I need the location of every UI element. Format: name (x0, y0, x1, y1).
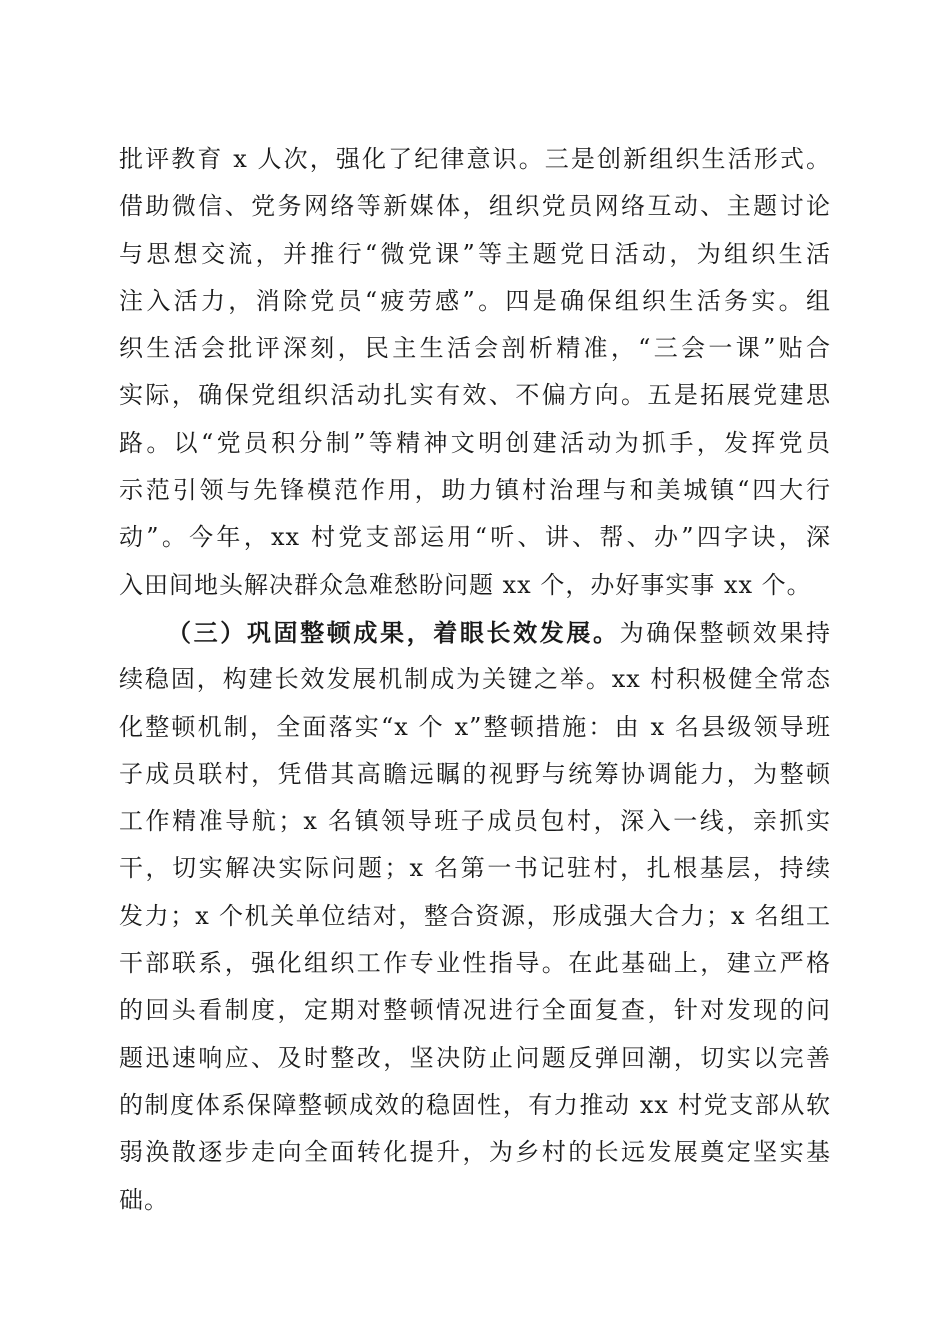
paragraph-1 (119, 136, 831, 609)
text-line: 干，切实解决实际问题；x 名第一书记驻村，扎根基层，持续 (119, 854, 831, 883)
document-body (119, 136, 831, 1224)
text-line: 子成员联村，凭借其高瞻远瞩的视野与统筹协调能力，为整顿 (119, 759, 831, 788)
section-heading: （三）巩固整顿成果，着眼长效发展。 (167, 617, 620, 647)
text-line: 入田间地头解决群众急难愁盼问题 xx 个，办好事实事 xx 个。 (119, 570, 812, 599)
text-line: 题迅速响应、及时整改，坚决防止问题反弹回潮，切实以完善 (119, 1043, 831, 1072)
text-line: 发力；x 个机关单位结对，整合资源，形成强大合力；x 名组工 (119, 901, 831, 930)
text-line: 路。以“党员积分制”等精神文明创建活动为抓手，发挥党员 (119, 428, 831, 457)
text-line: 借助微信、党务网络等新媒体，组织党员网络互动、主题讨论 (119, 192, 831, 221)
text-line: 续稳固，构建长效发展机制成为关键之举。xx 村积极健全常态 (119, 665, 831, 694)
text-run: 为确保整顿效果持 (619, 618, 831, 647)
text-line: 实际，确保党组织活动扎实有效、不偏方向。五是拓展党建思 (119, 381, 831, 410)
text-line: 干部联系，强化组织工作专业性指导。在此基础上，建立严格 (119, 949, 831, 978)
text-line: 示范引领与先锋模范作用，助力镇村治理与和美城镇“四大行 (119, 476, 831, 505)
text-line: 与思想交流，并推行“微党课”等主题党日活动，为组织生活 (119, 239, 831, 268)
paragraph-2 (119, 609, 831, 1224)
text-line: 工作精准导航；x 名镇领导班子成员包村，深入一线，亲抓实 (119, 807, 831, 836)
text-line: 的回头看制度，定期对整顿情况进行全面复查，针对发现的问 (119, 996, 831, 1025)
text-line: 动”。今年，xx 村党支部运用“听、讲、帮、办”四字诀，深 (119, 523, 831, 552)
text-line: 织生活会批评深刻，民主生活会剖析精准，“三会一课”贴合 (119, 334, 831, 363)
text-line: 化整顿机制，全面落实“x 个 x”整顿措施：由 x 名县级领导班 (119, 712, 831, 741)
text-line: 础。 (119, 1185, 169, 1214)
text-line: 批评教育 x 人次，强化了纪律意识。三是创新组织生活形式。 (119, 145, 831, 173)
text-line: 弱涣散逐步走向全面转化提升，为乡村的长远发展奠定坚实基 (119, 1138, 831, 1167)
text-line: 注入活力，消除党员“疲劳感”。四是确保组织生活务实。组 (119, 286, 831, 315)
paragraph-first-line (119, 609, 831, 656)
text-line: 的制度体系保障整顿成效的稳固性，有力推动 xx 村党支部从软 (119, 1090, 831, 1119)
